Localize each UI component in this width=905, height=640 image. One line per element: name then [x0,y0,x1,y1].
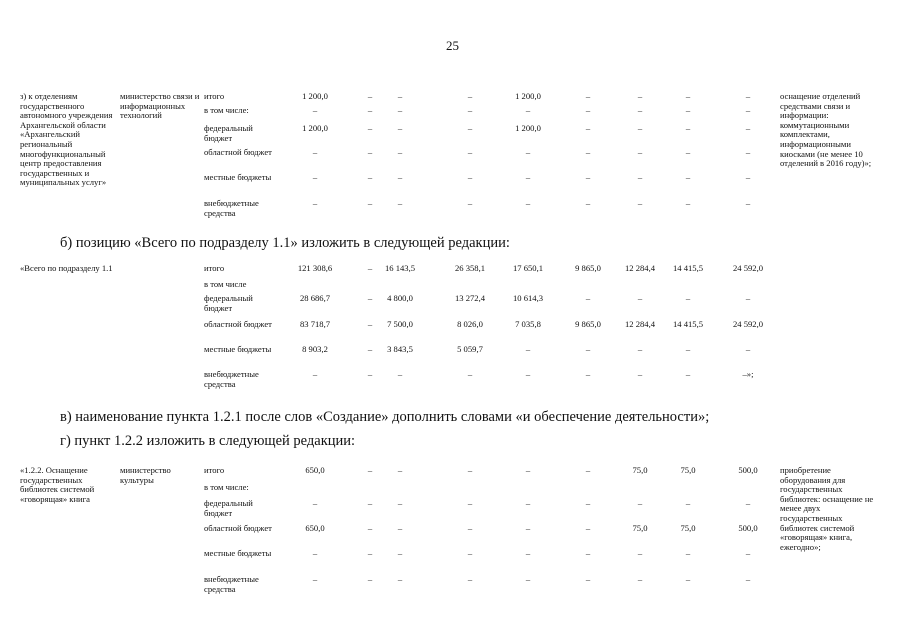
funding-source-cell: местные бюджеты [204,548,272,558]
value-cell: – [525,523,531,533]
result-cell: приобретение оборудования для государственных библиотек: оснащение не менее двух государственных библиотек системой «говорящая» книга, ежегодно»; [780,465,874,552]
value-cell: – [367,498,373,508]
value-cell: – [585,369,591,379]
value-cell: – [685,498,691,508]
value-cell: – [585,105,591,115]
value-cell: – [685,344,691,354]
value-cell: – [525,172,531,182]
funding-source-cell: внебюджетные средства [204,574,259,594]
value-cell: – [585,123,591,133]
value-cell: – [367,548,373,558]
value-cell: – [367,172,373,182]
value-cell: – [637,498,643,508]
value-cell: – [685,91,691,101]
value-cell: 500,0 [738,523,758,533]
value-cell: – [467,123,473,133]
value-cell: – [397,198,403,208]
value-cell: – [585,344,591,354]
row-label: «1.2.2. Оснащение государственных библиотек системой «говорящая» книга [20,465,95,504]
value-cell: – [585,172,591,182]
value-cell: 75,0 [680,465,696,475]
executor-cell: министерство культуры [120,465,171,485]
value-cell: – [685,548,691,558]
value-cell: – [367,369,373,379]
value-cell: – [525,465,531,475]
value-cell: 1 200,0 [302,123,328,133]
value-cell: – [585,198,591,208]
value-cell: – [637,369,643,379]
value-cell: – [637,198,643,208]
heading-b: б) позицию «Всего по подразделу 1.1» изложить в следующей редакции: [60,235,510,251]
value-cell: – [397,548,403,558]
value-cell: – [685,172,691,182]
value-cell: – [637,293,643,303]
value-cell: – [467,172,473,182]
value-cell: – [367,319,373,329]
value-cell: – [685,369,691,379]
value-cell: 8 026,0 [457,319,483,329]
value-cell: 12 284,4 [624,263,656,273]
value-cell: – [685,147,691,157]
value-cell: – [637,574,643,584]
value-cell: – [745,123,751,133]
row-label: «Всего по подразделу 1.1 [20,263,113,273]
value-cell: – [467,198,473,208]
value-cell: 9 865,0 [575,263,601,273]
value-cell: – [685,574,691,584]
funding-source-cell: федеральный бюджет [204,123,253,143]
value-cell: – [745,574,751,584]
funding-source-cell: местные бюджеты [204,344,272,354]
value-cell: – [397,105,403,115]
page-number: 25 [446,38,459,53]
value-cell: – [525,369,531,379]
value-cell: – [745,172,751,182]
funding-source-cell: внебюджетные средства [204,198,259,218]
value-cell: 1 200,0 [515,91,541,101]
value-cell: – [312,574,318,584]
value-cell: – [367,105,373,115]
value-cell: – [685,105,691,115]
value-cell: – [637,548,643,558]
value-cell: 75,0 [632,465,648,475]
value-cell: – [585,91,591,101]
funding-source-cell: областной бюджет [204,523,272,533]
funding-source-cell: итого [204,465,225,475]
value-cell: 1 200,0 [515,123,541,133]
value-cell: – [525,344,531,354]
result-cell: оснащение отделений средствами связи и информации: коммутационными комплектами, информационными киосками (не менее 10 отделений в 2016 году)»; [780,91,872,169]
value-cell: – [585,293,591,303]
value-cell: – [397,369,403,379]
value-cell: 8 903,2 [302,344,328,354]
value-cell: – [312,147,318,157]
value-cell: 24 592,0 [732,263,764,273]
value-cell: 9 865,0 [575,319,601,329]
value-cell: 24 592,0 [732,319,764,329]
value-cell: – [467,91,473,101]
value-cell: 7 500,0 [387,319,413,329]
value-cell: 1 200,0 [302,91,328,101]
value-cell: 75,0 [632,523,648,533]
value-cell: – [525,548,531,558]
value-cell: 7 035,8 [515,319,541,329]
value-cell: – [367,574,373,584]
value-cell: 12 284,4 [624,319,656,329]
value-cell: – [585,523,591,533]
value-cell: – [525,147,531,157]
value-cell: – [312,498,318,508]
funding-source-cell: областной бюджет [204,147,272,157]
value-cell: – [745,91,751,101]
funding-source-cell: итого [204,91,225,101]
value-cell: – [745,105,751,115]
value-cell: 650,0 [305,523,325,533]
value-cell: – [467,523,473,533]
value-cell: 83 718,7 [299,319,331,329]
value-cell: – [367,263,373,273]
value-cell: 650,0 [305,465,325,475]
value-cell: 16 143,5 [384,263,416,273]
value-cell: 13 272,4 [454,293,486,303]
value-cell: – [367,198,373,208]
value-cell: – [637,91,643,101]
funding-source-cell: федеральный бюджет [204,498,253,518]
funding-source-cell: федеральный бюджет [204,293,253,313]
value-cell: –»; [742,369,754,379]
value-cell: 17 650,1 [512,263,544,273]
value-cell: – [525,574,531,584]
funding-source-cell: итого [204,263,225,273]
value-cell: – [367,147,373,157]
value-cell: 26 358,1 [454,263,486,273]
value-cell: – [397,465,403,475]
value-cell: – [685,198,691,208]
value-cell: – [467,498,473,508]
value-cell: – [585,548,591,558]
value-cell: – [467,574,473,584]
value-cell: – [745,147,751,157]
funding-source-cell: в том числе: [204,105,249,115]
value-cell: – [637,147,643,157]
value-cell: – [312,105,318,115]
value-cell: 28 686,7 [299,293,331,303]
value-cell: – [312,172,318,182]
value-cell: – [637,172,643,182]
value-cell: – [397,498,403,508]
funding-source-cell: местные бюджеты [204,172,272,182]
value-cell: – [637,105,643,115]
value-cell: – [397,172,403,182]
value-cell: 121 308,6 [297,263,333,273]
value-cell: – [367,123,373,133]
value-cell: – [525,198,531,208]
value-cell: – [637,344,643,354]
value-cell: 500,0 [738,465,758,475]
value-cell: – [745,344,751,354]
value-cell: – [397,147,403,157]
value-cell: – [397,123,403,133]
value-cell: 14 415,5 [672,319,704,329]
value-cell: – [367,523,373,533]
value-cell: 4 800,0 [387,293,413,303]
value-cell: 75,0 [680,523,696,533]
heading-v: в) наименование пункта 1.2.1 после слов «Создание» дополнить словами «и обеспечение деятельности»; [60,409,710,425]
value-cell: 14 415,5 [672,263,704,273]
value-cell: – [367,91,373,101]
funding-source-cell: внебюджетные средства [204,369,259,389]
funding-source-cell: в том числе [204,279,247,289]
value-cell: – [525,105,531,115]
value-cell: – [467,147,473,157]
value-cell: – [397,91,403,101]
value-cell: – [467,465,473,475]
value-cell: – [312,198,318,208]
value-cell: – [467,548,473,558]
value-cell: 5 059,7 [457,344,483,354]
value-cell: – [745,198,751,208]
value-cell: – [367,465,373,475]
value-cell: – [367,293,373,303]
value-cell: 3 843,5 [387,344,413,354]
heading-g: г) пункт 1.2.2 изложить в следующей редакции: [60,433,356,449]
value-cell: – [745,293,751,303]
value-cell: – [685,293,691,303]
row-label: з) к отделениям государственного автономного учреждения Архангельской области «Архангельский региональный многофункциональный центр предоставления государственных и муниципальных услуг» [20,91,113,188]
value-cell: – [637,123,643,133]
value-cell: – [312,548,318,558]
value-cell: – [745,548,751,558]
value-cell: – [525,498,531,508]
funding-source-cell: в том числе: [204,482,249,492]
value-cell: – [367,344,373,354]
value-cell: – [397,574,403,584]
value-cell: – [745,498,751,508]
value-cell: – [397,523,403,533]
value-cell: – [685,123,691,133]
funding-source-cell: областной бюджет [204,319,272,329]
value-cell: – [585,465,591,475]
value-cell: – [585,574,591,584]
value-cell: – [467,369,473,379]
value-cell: – [585,498,591,508]
value-cell: – [585,147,591,157]
value-cell: – [467,105,473,115]
value-cell: – [312,369,318,379]
executor-cell: министерство связи и информационных технологий [120,91,200,121]
value-cell: 10 614,3 [512,293,544,303]
